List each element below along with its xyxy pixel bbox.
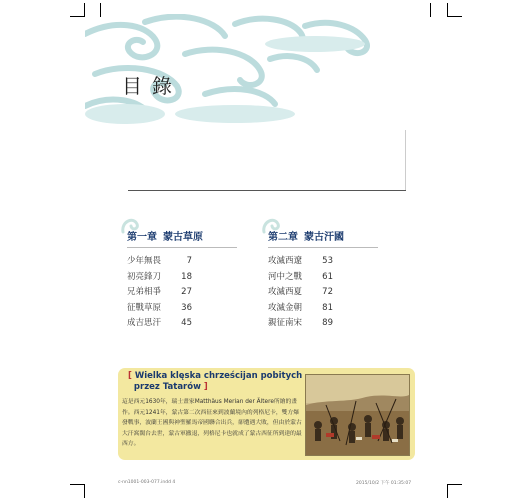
chapter-1 bbox=[127, 228, 237, 332]
footer-file-info: c-nn1001-003-077.indd 4 bbox=[118, 480, 176, 485]
chapter-name: 蒙古汗國 bbox=[304, 232, 344, 243]
feature-body: 這是西元1630年，瑞士畫家Matthäus Merian der Ältere所繪的畫作。西元1241年，蒙古第二次西征來到波蘭境內的列格尼卡，雙方爆發戰事，波蘭王國與神聖羅馬帝國聯合出兵，卻遭遇大敗，但由於蒙古大汗窩闊台去世，蒙古軍撤退，列格尼卡也就成了蒙古西征所到達的最西方。 bbox=[122, 399, 302, 447]
chapter-2 bbox=[268, 228, 378, 332]
bracket: ] bbox=[203, 382, 208, 392]
toc-page: 18 bbox=[181, 271, 192, 282]
toc-title: 征戰草原 bbox=[127, 302, 162, 313]
toc-title: 河中之戰 bbox=[268, 271, 303, 282]
toc-title: 攻滅西遼 bbox=[268, 256, 303, 266]
battle-painting-image bbox=[306, 375, 409, 455]
toc-title: 初亮鋒刀 bbox=[127, 271, 162, 282]
crop-mark bbox=[447, 3, 448, 17]
footer-timestamp: 2015/10/2 下午 01:35:07 bbox=[356, 481, 412, 486]
feature-title-line1: Wielka klęska chrześcijan pobitych bbox=[134, 371, 303, 381]
divider bbox=[268, 247, 378, 248]
toc-page: 61 bbox=[322, 271, 333, 282]
feature-title bbox=[128, 371, 303, 393]
chapter-number: 第一章 bbox=[127, 232, 157, 243]
divider bbox=[127, 247, 237, 248]
toc-page: 53 bbox=[322, 256, 333, 266]
toc-page: 72 bbox=[322, 287, 333, 297]
crop-mark bbox=[70, 16, 84, 17]
swirl-icon bbox=[119, 212, 143, 236]
toc-entry[interactable] bbox=[127, 316, 237, 332]
toc-title: 攻滅金朝 bbox=[268, 302, 303, 313]
crop-mark bbox=[448, 16, 462, 17]
toc-page: 36 bbox=[181, 302, 192, 313]
crop-mark bbox=[448, 484, 462, 485]
divider bbox=[128, 190, 406, 191]
toc-entry[interactable] bbox=[127, 254, 237, 270]
crop-mark bbox=[430, 3, 431, 17]
chapter-heading bbox=[127, 228, 237, 243]
chapter-name: 蒙古草原 bbox=[163, 232, 203, 243]
toc-page: 7 bbox=[186, 256, 192, 266]
toc-entry[interactable] bbox=[268, 270, 378, 286]
toc-page: 89 bbox=[322, 318, 333, 328]
chapter-heading bbox=[268, 228, 378, 243]
swirl-icon bbox=[260, 212, 284, 236]
toc-entry[interactable] bbox=[268, 301, 378, 317]
toc-entry[interactable] bbox=[268, 254, 378, 270]
feature-title-line2: przez Tatarów bbox=[133, 382, 201, 392]
bracket: [ bbox=[128, 371, 132, 381]
crop-mark bbox=[70, 484, 84, 485]
toc-page: 45 bbox=[181, 318, 192, 328]
toc-title: 少年無畏 bbox=[127, 256, 162, 266]
toc-page: 27 bbox=[181, 287, 192, 297]
crop-mark bbox=[84, 484, 85, 498]
toc-entry[interactable] bbox=[268, 316, 378, 332]
toc-page: 81 bbox=[322, 302, 333, 313]
toc-entry[interactable] bbox=[127, 270, 237, 286]
battle-painting bbox=[305, 374, 410, 456]
page-title: 目錄 bbox=[122, 74, 182, 98]
toc-title: 兄弟相爭 bbox=[127, 287, 162, 297]
divider bbox=[405, 130, 406, 190]
toc-title: 親征南宋 bbox=[268, 318, 303, 328]
crop-mark bbox=[447, 484, 448, 498]
toc-title: 成吉思汗 bbox=[127, 318, 162, 328]
toc-title: 攻滅西夏 bbox=[268, 287, 303, 297]
toc-entry[interactable] bbox=[268, 285, 378, 301]
toc-entry[interactable] bbox=[127, 285, 237, 301]
chapter-number: 第二章 bbox=[268, 232, 298, 243]
toc-entry[interactable] bbox=[127, 301, 237, 317]
